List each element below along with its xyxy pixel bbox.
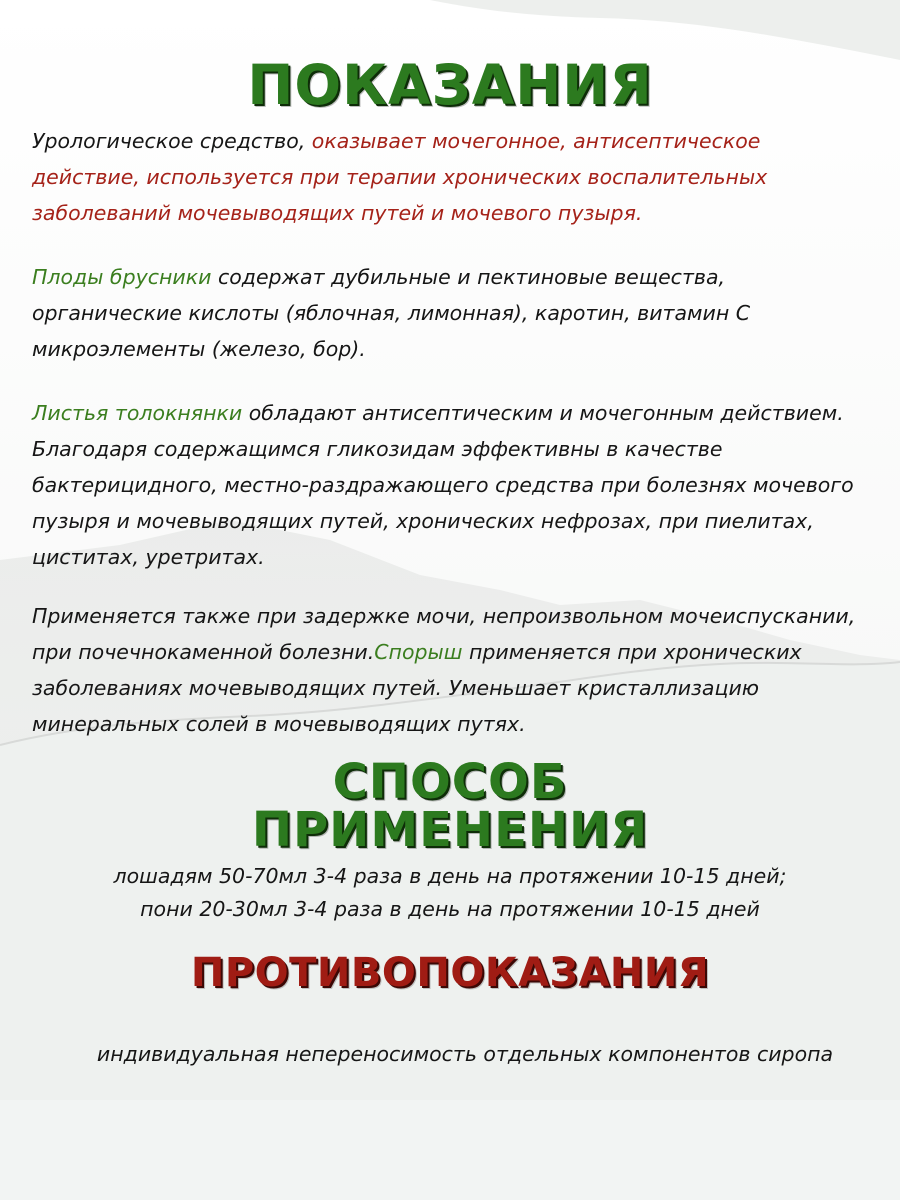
p2-rest-text: содержат дубильные и пектиновые вещества, органические кислоты (яблочная, лимонная), каротин, витамин С микроэлементы (железо, бор). bbox=[32, 265, 751, 361]
indications-paragraph-1 bbox=[32, 123, 872, 231]
indications-paragraph-2 bbox=[32, 259, 872, 367]
indications-paragraph-3 bbox=[32, 395, 872, 575]
p1-plain-text: Урологическое средство, bbox=[32, 129, 312, 153]
usage-heading-line-2: ПРИМЕНЕНИЯ bbox=[251, 802, 649, 858]
usage-heading-line-1: СПОСОБ bbox=[332, 754, 568, 810]
p3-green-text: Листья толокнянки bbox=[32, 401, 243, 425]
usage-instructions bbox=[0, 860, 900, 926]
p1-red-text: оказывает мочегонное, антисептическое действие, используется при терапии хронических воспалительных заболеваний мочевыводящих путей и мочевого пузыря. bbox=[32, 129, 768, 225]
p4-before-text: Применяется также при задержке мочи, непроизвольном мочеиспускании, при почечнокаменной болезни. bbox=[32, 604, 856, 664]
usage-line-ponies: пони 20-30мл 3-4 раза в день на протяжении 10-15 дней bbox=[140, 897, 760, 921]
indications-paragraph-4 bbox=[32, 598, 872, 742]
contraindications-text: индивидуальная непереносимость отдельных компонентов сиропа bbox=[96, 1042, 834, 1066]
p4-green-text: Спорыш bbox=[374, 640, 463, 664]
usage-heading bbox=[0, 754, 900, 858]
p2-green-text: Плоды брусники bbox=[32, 265, 212, 289]
usage-line-horses: лошадям 50-70мл 3-4 раза в день на протяжении 10-15 дней; bbox=[113, 864, 787, 888]
p4-after-text: применяется при хронических заболеваниях мочевыводящих путей. Уменьшает кристаллизацию минеральных солей в мочевыводящих путях. bbox=[32, 640, 802, 736]
indications-heading: ПОКАЗАНИЯ bbox=[247, 53, 653, 117]
p3-rest-text: обладают антисептическим и мочегонным действием. Благодаря содержащимся гликозидам эффективны в качестве бактерицидного, местно-раздражающего средства при болезнях мочевого пузыря и мочевыводящих путей, хронических нефрозах, при пиелитах, циститах, уретритах. bbox=[32, 401, 854, 569]
contraindications-heading: ПРОТИВОПОКАЗАНИЯ bbox=[190, 950, 710, 996]
